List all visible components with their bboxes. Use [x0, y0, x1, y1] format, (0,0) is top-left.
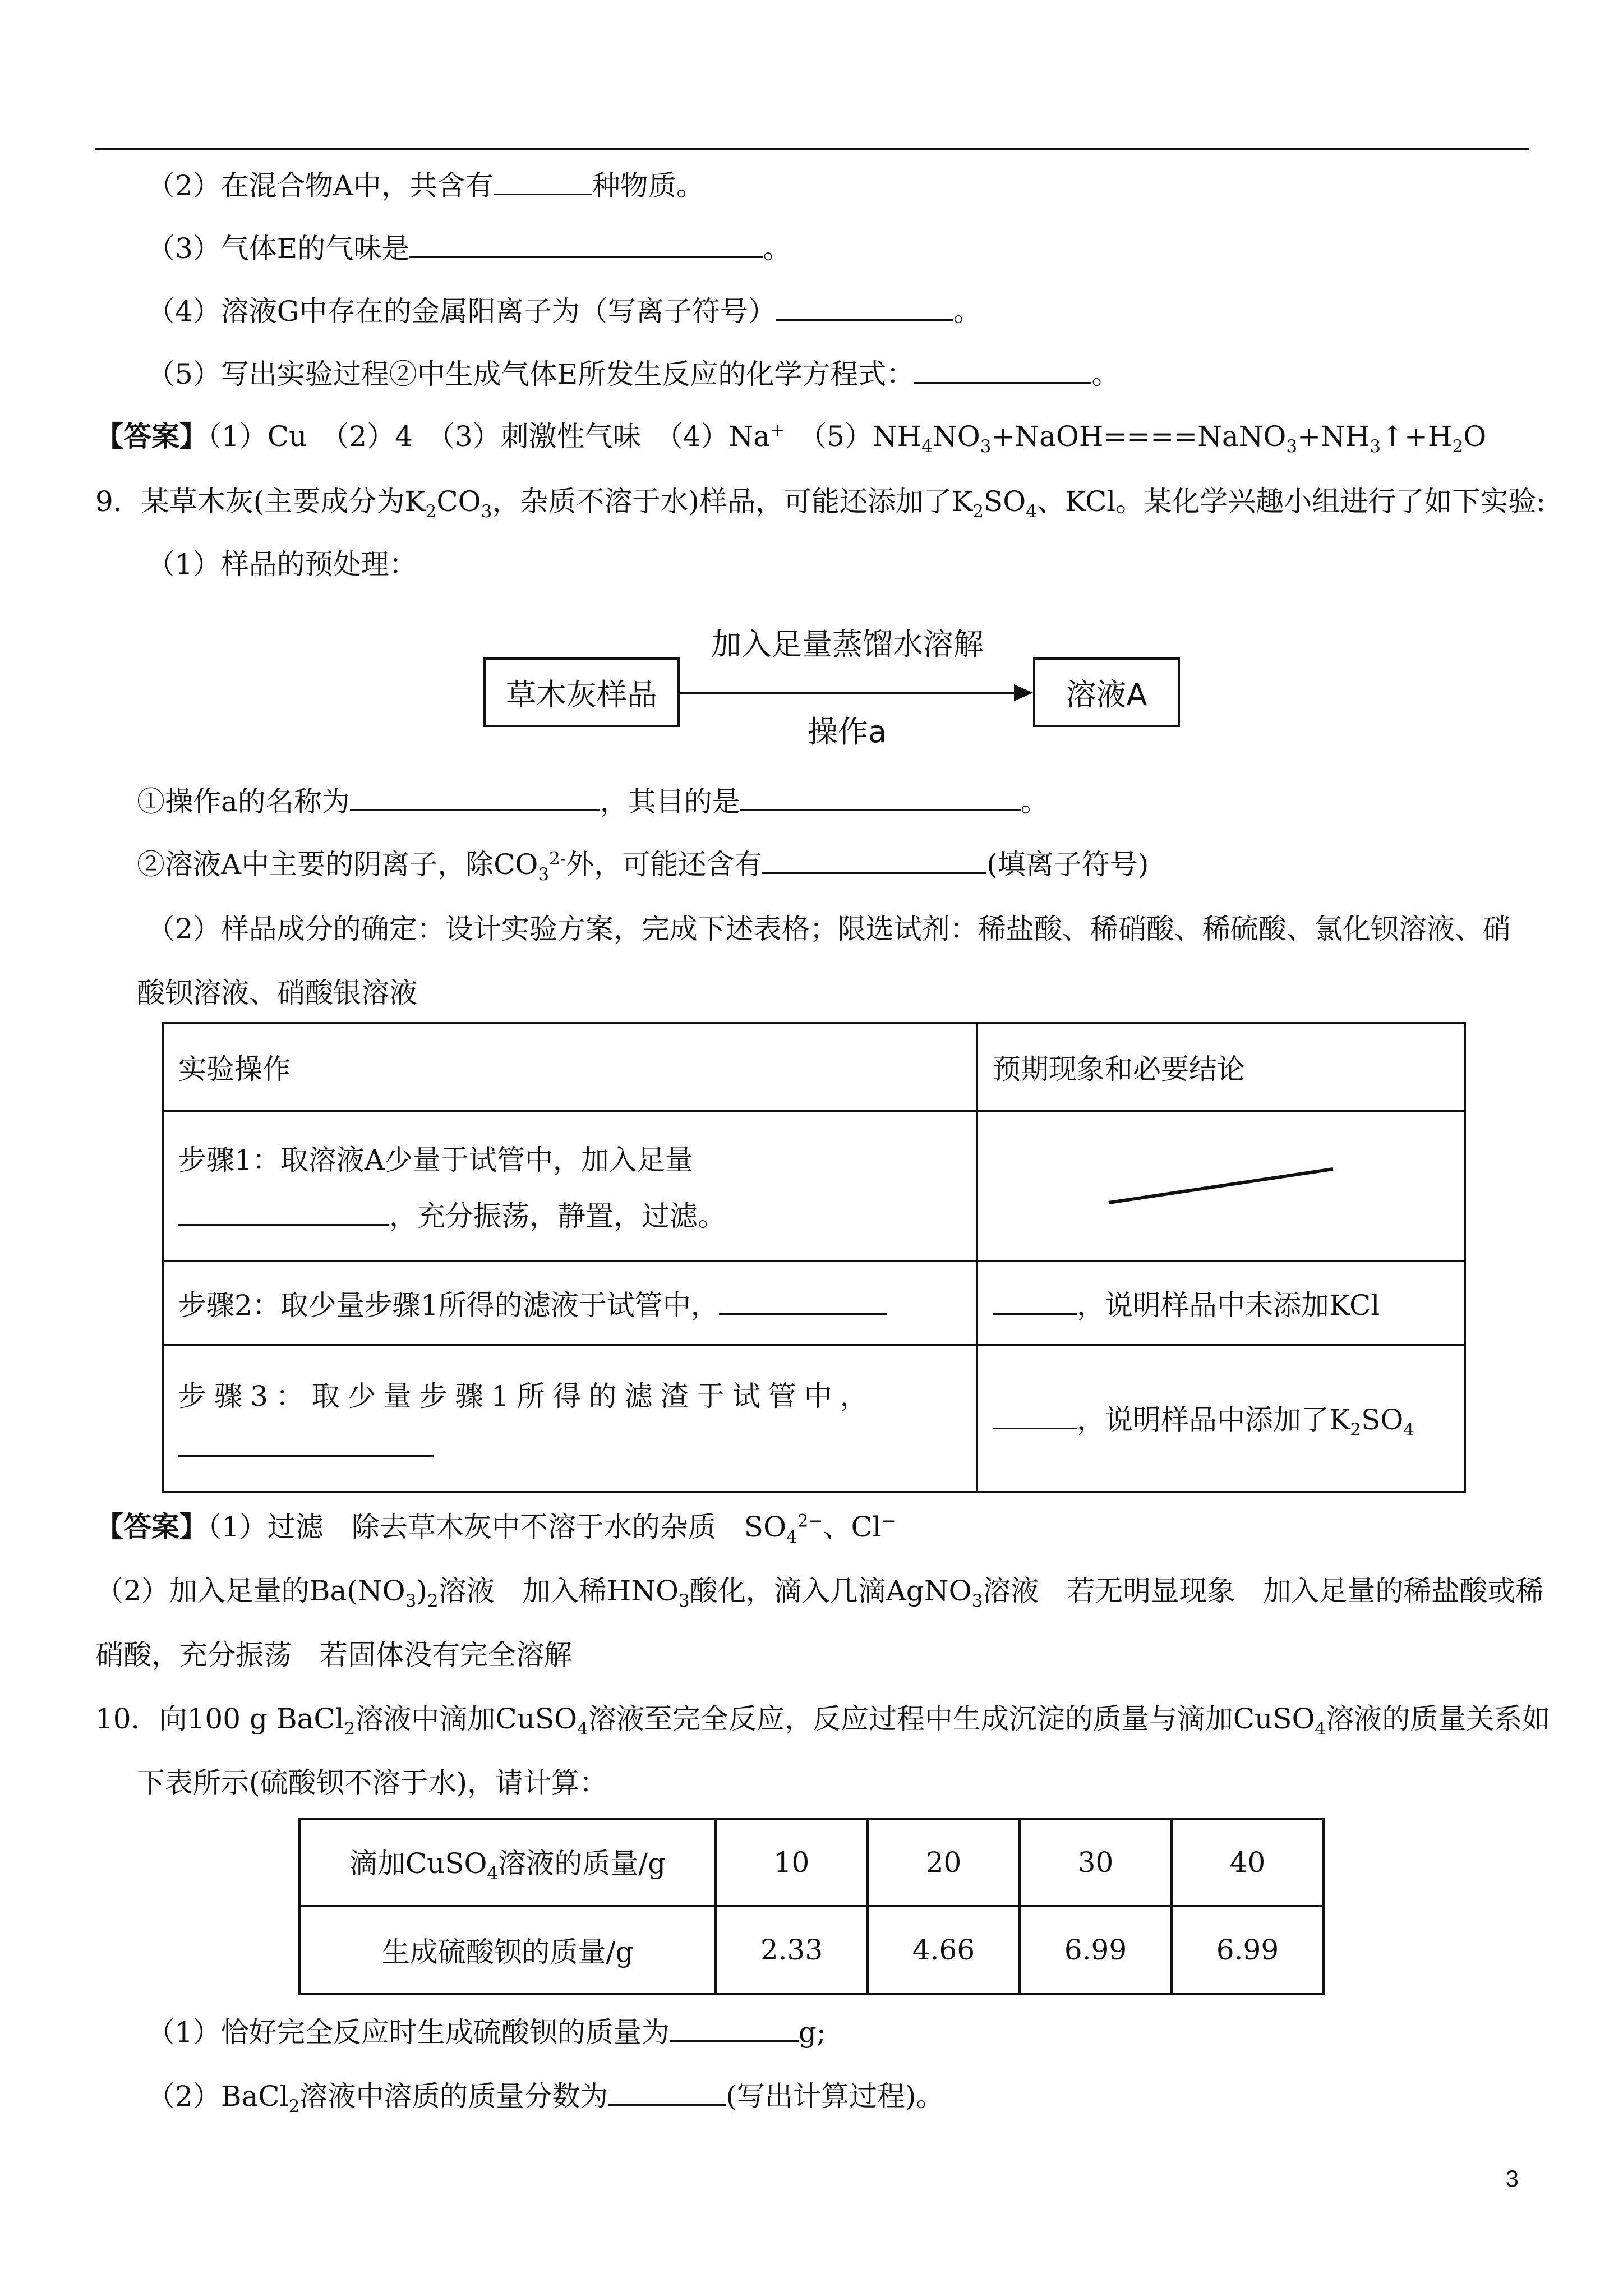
answer-blank[interactable]: [719, 1288, 887, 1315]
q10-stem-line2: 下表所示(硫酸钡不溶于水)，请计算：: [137, 1766, 608, 1799]
q8-item4: （4）溶液G中存在的金属阳离子为（写离子符号） 。: [147, 295, 981, 328]
answer-label: 【答案】: [95, 420, 208, 453]
mass-table-cell: 20: [868, 1819, 1020, 1906]
q9-sub2: ②溶液A中主要的阴离子，除$CO_3^{2-}$外，可能还含有 (填离子符号): [137, 848, 1149, 885]
mass-table-cell: 2.33: [716, 1906, 868, 1994]
flow-label-bottom: 操作a: [808, 714, 887, 749]
answer-blank[interactable]: [670, 2015, 799, 2042]
flow-box-solution: 溶液A: [1033, 657, 1180, 727]
experiment-table: [162, 1022, 1466, 1493]
answer-blank[interactable]: [776, 294, 953, 321]
answer-blank[interactable]: [914, 357, 1091, 384]
header-rule: [95, 148, 1529, 150]
answer-blank[interactable]: [350, 784, 600, 811]
mass-table-row2-label: 生成硫酸钡的质量/g: [299, 1906, 716, 1994]
q10-item1: （1）恰好完全反应时生成硫酸钡的质量为 g;: [147, 2016, 826, 2049]
answer-blank[interactable]: [993, 1288, 1077, 1315]
mass-table-row1-label: 滴加CuSO$_4$溶液的质量/g: [299, 1819, 716, 1906]
q9-part2-line2: 酸钡溶液、硝酸银溶液: [137, 977, 417, 1009]
mass-table-cell: 6.99: [1172, 1906, 1324, 1994]
table-header-operation: 实验操作: [163, 1023, 977, 1111]
flow-box-sample: 草木灰样品: [483, 657, 680, 727]
q8-item5: （5）写出实验过程②中生成气体E所发生反应的化学方程式： 。: [147, 358, 1120, 390]
mass-table: [298, 1818, 1325, 1995]
q9-answer-2: （2）加入足量的$Ba(NO_3)_2$溶液 加入稀$HNO_3$酸化，滴入几滴AgNO$_3$溶液 若无明显现象 加入足量的稀盐酸或稀: [95, 1575, 1544, 1611]
answer-blank[interactable]: [608, 2079, 726, 2106]
q9-stem: 9．某草木灰(主要成分为$K_2CO_3$，杂质不溶于水)样品，可能还添加了$K_2SO_4$、KCl。某化学兴趣小组进行了如下实验:: [95, 485, 1546, 522]
table-row-step2: 步骤2：取少量步骤1所得的滤液于试管中，: [163, 1261, 977, 1345]
answer-blank[interactable]: [178, 1430, 434, 1457]
table-row-step3: 步骤3：取少量步骤1所得的滤渣于试管中，: [163, 1345, 977, 1492]
answer-blank[interactable]: [409, 231, 763, 258]
q9-sub1: ①操作a的名称为 ，其目的是 。: [137, 785, 1049, 818]
answer-blank[interactable]: [178, 1199, 389, 1226]
q9-answer-2-line2: 硝酸，充分振荡 若固体没有完全溶解: [95, 1639, 572, 1671]
table-row-step1: 步骤1：取溶液A少量于试管中，加入足量 ，充分振荡，静置，过滤。: [163, 1111, 977, 1261]
q10-item2: （2）BaCl$_2$溶液中溶质的质量分数为 (写出计算过程)。: [147, 2080, 944, 2116]
answer-label: 【答案】: [95, 1510, 208, 1543]
mass-table-cell: 6.99: [1020, 1906, 1172, 1994]
table-cell-step3-result: ，说明样品中添加了$K_2SO_4$: [977, 1345, 1465, 1492]
q8-item2: （2）在混合物A中，共含有 种物质。: [147, 169, 704, 202]
mass-table-cell: 30: [1020, 1819, 1172, 1906]
q10-stem: 10．向100 g BaCl$_2$溶液中滴加CuSO$_4$溶液至完全反应，反应过程中生成沉淀的质量与滴加CuSO$_4$溶液的质量关系如: [95, 1703, 1551, 1739]
table-cell-step1-result: [977, 1111, 1465, 1261]
table-cell-step2-result: ，说明样品中未添加KCl: [977, 1261, 1465, 1345]
answer-blank[interactable]: [494, 168, 592, 195]
table-header-result: 预期现象和必要结论: [977, 1023, 1465, 1111]
flow-arrow: [680, 679, 1034, 707]
answer-blank[interactable]: [740, 784, 1021, 811]
answer-blank[interactable]: [993, 1402, 1077, 1429]
flow-label-top: 加入足量蒸馏水溶解: [711, 627, 984, 662]
answer-blank[interactable]: [762, 847, 986, 874]
mass-table-cell: 40: [1172, 1819, 1324, 1906]
mass-table-cell: 4.66: [868, 1906, 1020, 1994]
mass-table-cell: 10: [716, 1819, 868, 1906]
q9-part2-line1: （2）样品成分的确定：设计实验方案，完成下述表格；限选试剂：稀盐酸、稀硝酸、稀硫酸、氯化钡溶液、硝: [147, 913, 1511, 945]
page-number: 3: [1505, 2165, 1519, 2192]
q9-part1: （1）样品的预处理：: [147, 548, 417, 581]
q8-item3: （3）气体E的气味是 。: [147, 232, 791, 265]
slash-line: [1103, 1163, 1339, 1208]
q8-answer: 【答案】（1）Cu （2）4 （3）刺激性气味 （4）Na+ $(5)NH_4NO_3+NaOH====NaNO_3+NH_3↑+H_2O$: [95, 420, 1487, 457]
q9-answer-1: 【答案】（1）过滤 除去草木灰中不溶于水的杂质 $SO_4^{2-}$、Cl−: [95, 1510, 896, 1547]
